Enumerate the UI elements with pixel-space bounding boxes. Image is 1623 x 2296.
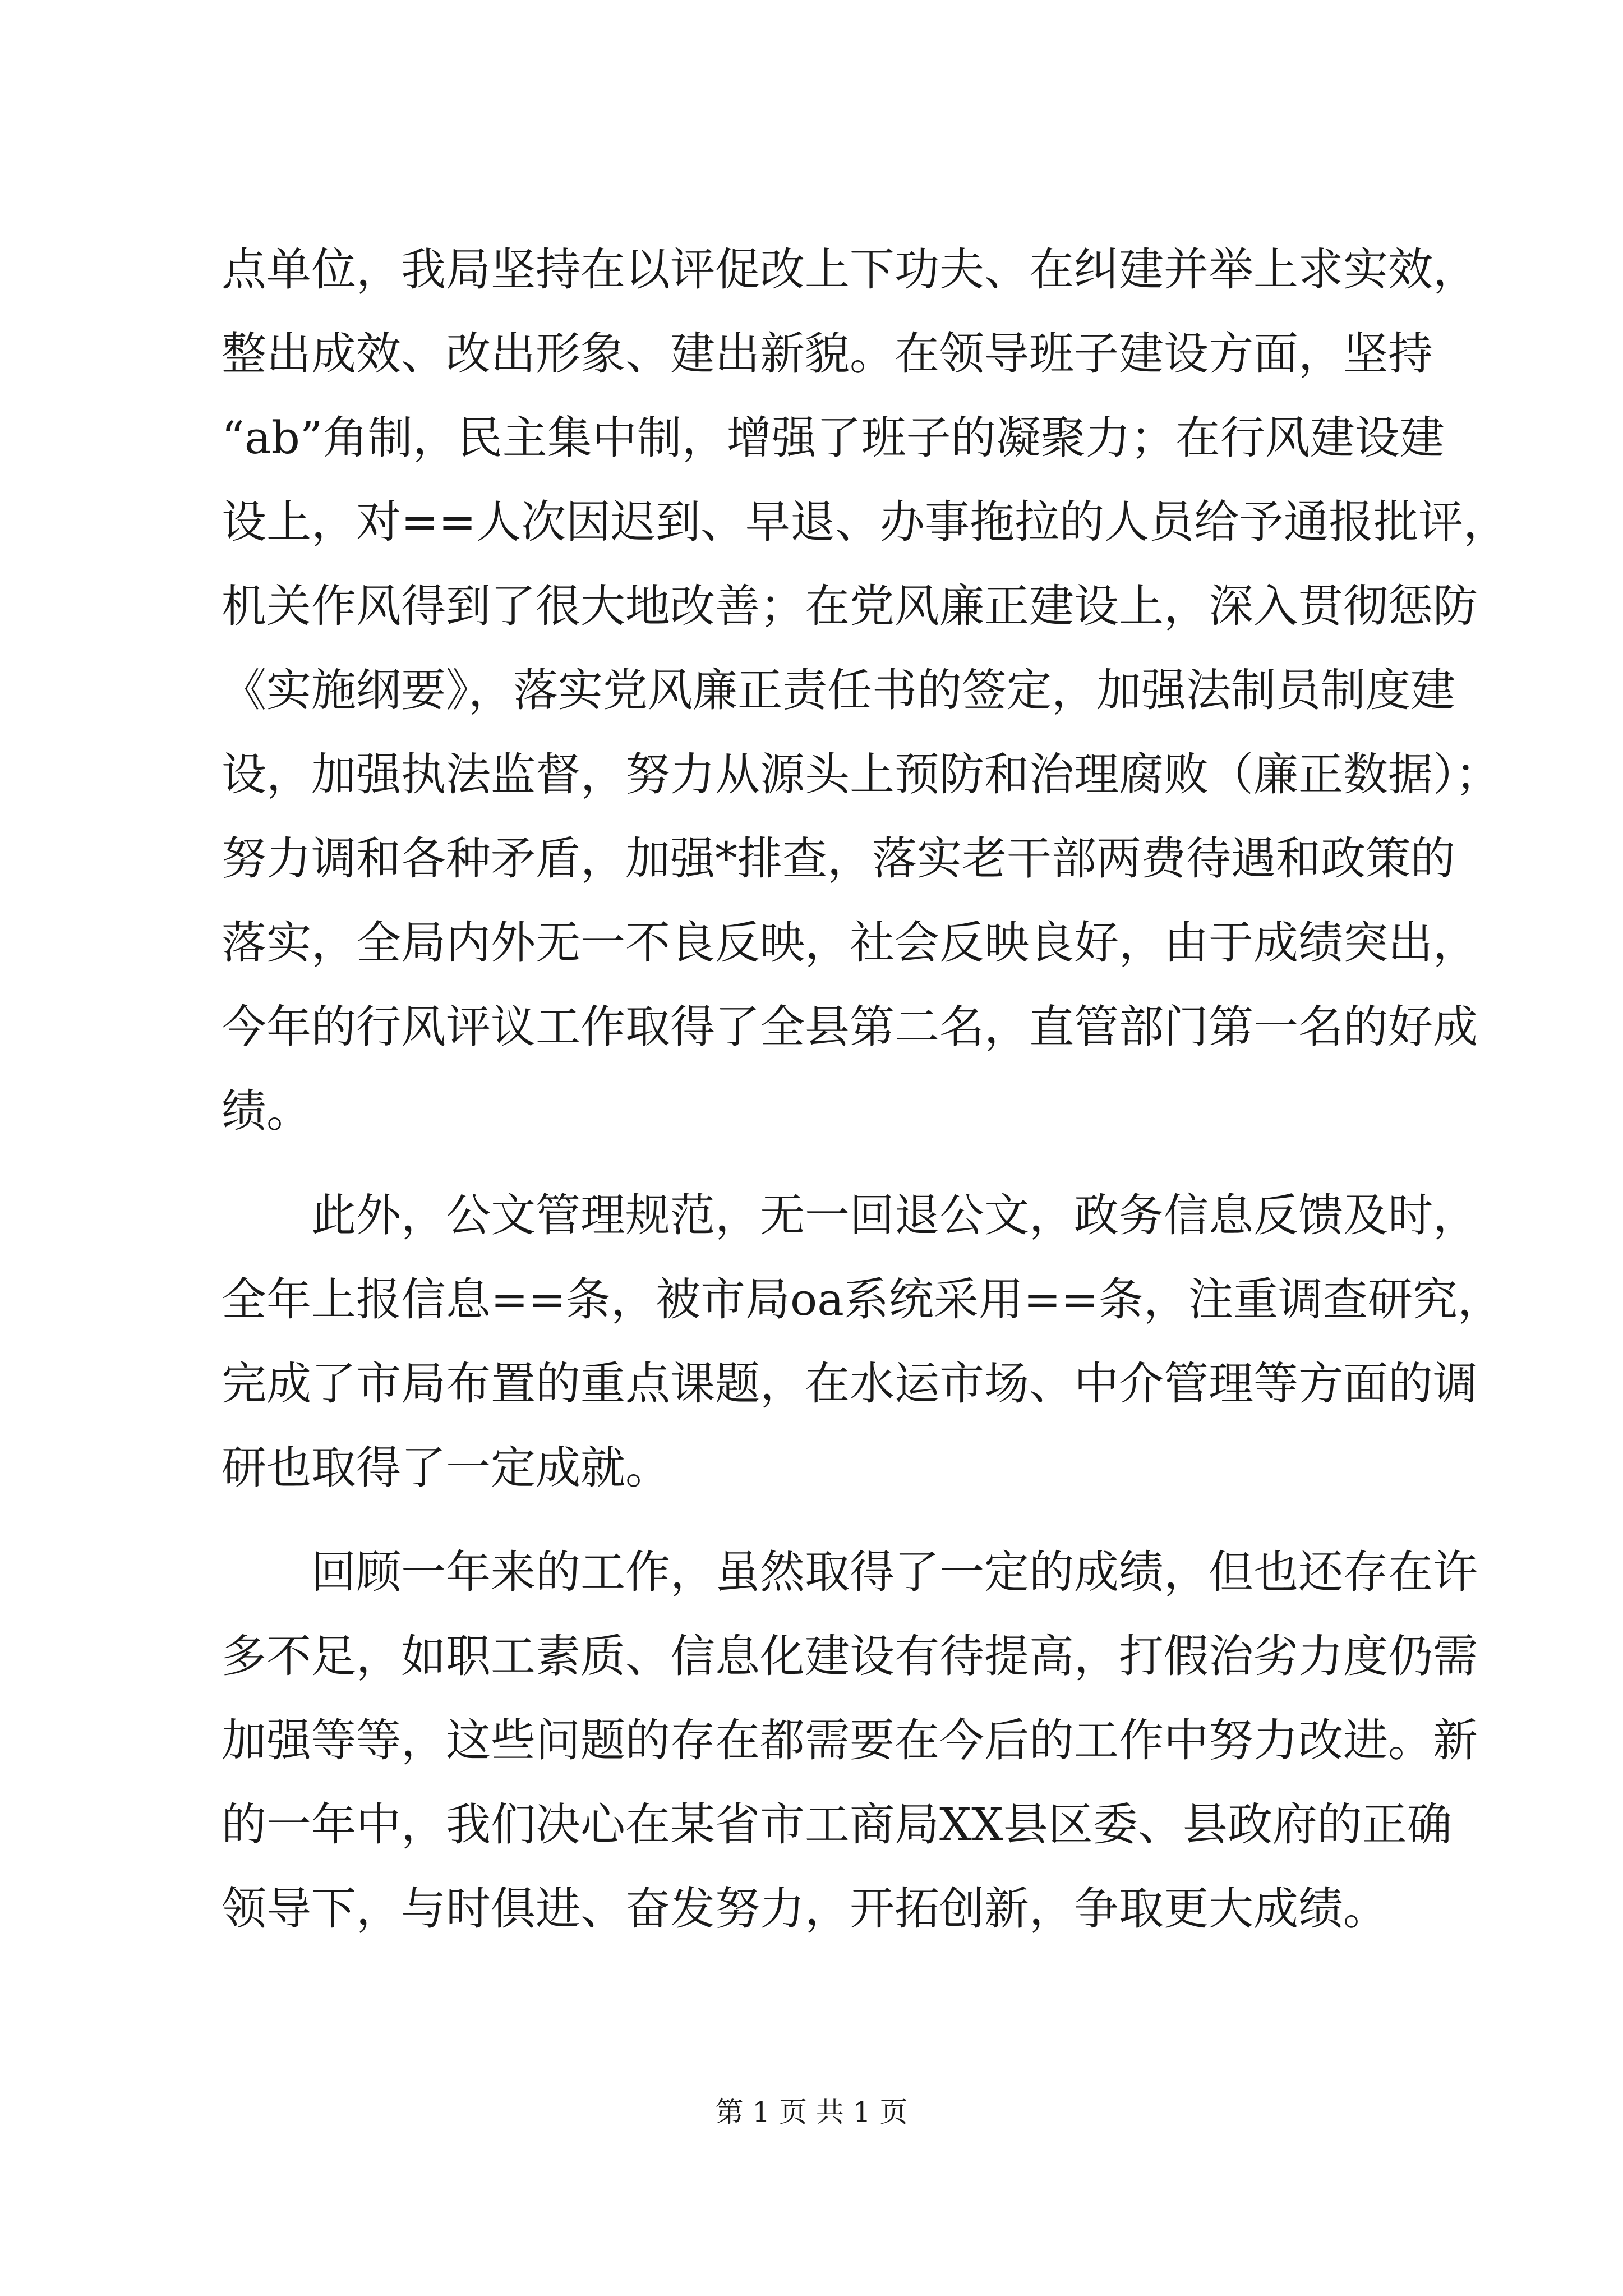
- text-line: 绩。: [222, 1085, 311, 1137]
- text-line: 落实，全局内外无一不良反映，社会反映良好，由于成绩突出，: [222, 917, 1478, 969]
- paragraph-2: [222, 1174, 1502, 1510]
- text-line: 全年上报信息==条，被市局oa系统采用==条，注重调查研究，: [222, 1273, 1502, 1326]
- document-body: [222, 228, 1509, 1951]
- paragraph-spacing: [222, 1510, 1422, 1530]
- text-line: “ab”角制，民主集中制，增强了班子的凝聚力；在行风建设建: [222, 412, 1445, 464]
- paragraph-1: [222, 228, 1509, 1153]
- page-footer: 第 1 页 共 1 页: [715, 2096, 908, 2128]
- text-line: 的一年中，我们决心在某省市工商局XX县区委、县政府的正确: [222, 1798, 1452, 1851]
- text-line: 此外，公文管理规范，无一回退公文，政务信息反馈及时，: [222, 1189, 1478, 1241]
- text-line: 设，加强执法监督，努力从源头上预防和治理腐败（廉正数据）；: [222, 748, 1500, 800]
- text-line: 点单位，我局坚持在以评促改上下功夫、在纠建并举上求实效，: [222, 243, 1478, 296]
- text-line: 研也取得了一定成就。: [222, 1442, 670, 1494]
- text-line: 整出成效、改出形象、建出新貌。在领导班子建设方面，坚持: [222, 328, 1433, 380]
- paragraph-3: [222, 1530, 1478, 1951]
- text-line: 多不足，如职工素质、信息化建设有待提高，打假治劣力度仍需: [222, 1630, 1478, 1682]
- text-line: 设上，对==人次因迟到、早退、办事拖拉的人员给予通报批评，: [222, 496, 1509, 548]
- text-line: 《实施纲要》，落实党风廉正责任书的签定，加强法制员制度建: [222, 664, 1455, 716]
- text-line: 今年的行风评议工作取得了全县第二名，直管部门第一名的好成: [222, 1001, 1478, 1053]
- text-line: 领导下，与时俱进、奋发努力，开拓创新，争取更大成绩。: [222, 1883, 1388, 1935]
- paragraph-spacing: [222, 1153, 1422, 1174]
- text-line: 完成了市局布置的重点课题，在水运市场、中介管理等方面的调: [222, 1358, 1478, 1410]
- text-line: 回顾一年来的工作，虽然取得了一定的成绩，但也还存在许: [222, 1546, 1478, 1598]
- text-line: 机关作风得到了很大地改善；在党风廉正建设上，深入贯彻惩防: [222, 580, 1478, 632]
- text-line: 加强等等，这些问题的存在都需要在今后的工作中努力改进。新: [222, 1714, 1478, 1766]
- text-line: 努力调和各种矛盾，加强*排查，落实老干部两费待遇和政策的: [222, 832, 1455, 885]
